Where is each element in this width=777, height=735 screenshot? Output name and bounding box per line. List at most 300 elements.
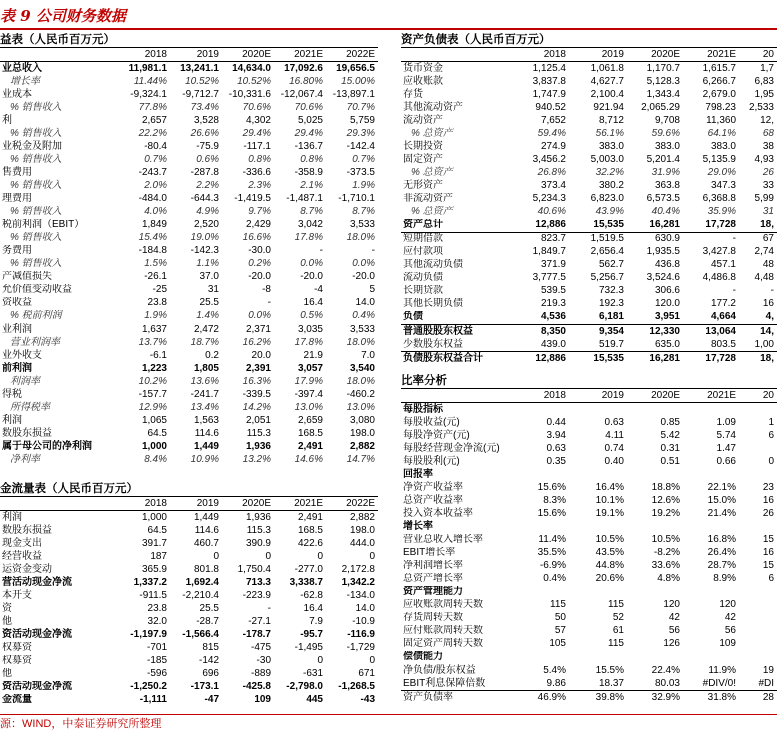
value-cell: 635.0: [654, 338, 680, 350]
value-cell: 5,201.4: [646, 153, 680, 165]
value-cell: 16.6%: [242, 232, 271, 244]
table-row: [0, 524, 378, 537]
value-cell: 0.51: [660, 455, 680, 467]
value-cell: 16: [762, 547, 774, 559]
table-row: [0, 271, 378, 284]
value-cell: 109: [254, 694, 271, 706]
value-cell: 5: [369, 284, 375, 296]
table-row: [401, 664, 777, 677]
table-row: [0, 537, 378, 550]
value-cell: -157.7: [138, 388, 167, 400]
value-cell: 13.4%: [190, 401, 219, 413]
title-divider: [0, 28, 777, 30]
value-cell: 1,936: [245, 511, 271, 523]
value-cell: 4,: [739, 311, 777, 325]
table-row: [0, 349, 378, 362]
year-header: 2018: [513, 48, 569, 62]
table-row: [0, 206, 378, 219]
balance-sheet-heading: 资产负债表（人民币百万元）: [401, 33, 777, 48]
value-cell: 33: [762, 179, 774, 191]
value-cell: 25.5: [199, 297, 219, 309]
income-statement-table: [0, 48, 378, 467]
table-row: [401, 520, 777, 533]
value-cell: 4,536: [513, 311, 569, 325]
value-cell: 64.1%: [707, 127, 736, 139]
value-cell: 1,000: [141, 440, 167, 452]
value-cell: [683, 651, 739, 664]
value-cell: 18.0%: [346, 375, 375, 387]
value-cell: -8: [262, 284, 271, 296]
year-header: 2018: [118, 48, 170, 62]
table-row: [401, 573, 777, 586]
value-cell: 3.94: [546, 429, 566, 441]
value-cell: 2,656.4: [590, 246, 624, 258]
year-header: 2019: [170, 497, 222, 511]
row-label: 营业总收入增长率: [403, 534, 483, 546]
value-cell: -: [732, 285, 736, 297]
table-row: [0, 681, 378, 694]
value-cell: 32.2%: [595, 166, 624, 178]
value-cell: 17,092.6: [284, 62, 323, 74]
value-cell: -178.7: [242, 628, 271, 640]
value-cell: 192.3: [598, 298, 624, 310]
source-note: 源：WIND，中泰证券研究所整理: [0, 714, 777, 733]
table-row: [0, 694, 378, 707]
value-cell: 2,533: [748, 101, 774, 113]
table-row: [0, 388, 378, 401]
value-cell: 120: [719, 599, 736, 611]
row-label: 少数股东权益: [403, 338, 463, 350]
value-cell: 219.3: [540, 298, 566, 310]
value-cell: 59.4%: [537, 127, 566, 139]
row-label: 数股东损益: [2, 427, 52, 439]
value-cell: 16.4: [303, 602, 323, 614]
value-cell: 1.9%: [352, 179, 375, 191]
value-cell: -241.7: [190, 388, 219, 400]
value-cell: -: [770, 285, 774, 297]
value-cell: 0.7%: [144, 153, 167, 165]
value-cell: 12,330: [649, 325, 680, 337]
table-row: [401, 324, 777, 338]
table-row: [401, 416, 777, 429]
value-cell: 59.6%: [651, 127, 680, 139]
table-row: [401, 560, 777, 573]
row-label: 其他流动负债: [403, 259, 463, 271]
value-cell: 14,: [760, 325, 774, 337]
row-label: 其他流动资产: [403, 101, 463, 113]
row-label: 利: [2, 114, 12, 126]
value-cell: -1,487.1: [286, 193, 323, 205]
value-cell: 120.0: [654, 298, 680, 310]
value-cell: 10.2%: [138, 375, 167, 387]
value-cell: 2.0%: [144, 179, 167, 191]
value-cell: 80.03: [654, 677, 680, 689]
value-cell: 14.6%: [294, 453, 323, 465]
value-cell: -6.1: [149, 349, 167, 361]
value-cell: 44.8%: [595, 560, 624, 572]
value-cell: 5,025: [297, 114, 323, 126]
value-cell: 3,533: [349, 219, 375, 231]
row-label: 应付账款周转天数: [403, 625, 483, 637]
value-cell: 28.7%: [707, 560, 736, 572]
row-label: 长期投资: [403, 140, 443, 152]
ratio-analysis-panel: [401, 374, 777, 704]
value-cell: 3,528: [193, 114, 219, 126]
value-cell: 519.7: [598, 338, 624, 350]
value-cell: 70.7%: [346, 101, 375, 113]
value-cell: 43.9%: [595, 206, 624, 218]
cash-flow-panel: [0, 482, 378, 707]
value-cell: -9,712.7: [182, 88, 219, 100]
value-cell: 14,634.0: [232, 62, 271, 74]
value-cell: 14.0: [355, 297, 375, 309]
value-cell: 3,951: [627, 311, 683, 325]
year-header: 2019: [569, 389, 627, 403]
value-cell: 22.1%: [707, 481, 736, 493]
value-cell: 56.1%: [595, 127, 624, 139]
value-cell: -373.5: [346, 166, 375, 178]
value-cell: 2,172.8: [341, 563, 375, 575]
value-cell: -13,897.1: [332, 88, 375, 100]
table-row: [0, 628, 378, 641]
table-row: [0, 179, 378, 192]
value-cell: 16,281: [627, 219, 683, 233]
header-label-cell: [401, 48, 513, 62]
value-cell: -277.0: [294, 563, 323, 575]
value-cell: 18.7%: [190, 336, 219, 348]
row-label: 每股股利(元): [403, 455, 460, 467]
value-cell: 13.6%: [190, 375, 219, 387]
value-cell: 1,849: [141, 219, 167, 231]
table-row: [0, 576, 378, 589]
value-cell: 5,135.9: [702, 153, 736, 165]
table-row: [401, 338, 777, 352]
value-cell: 22.2%: [138, 127, 167, 139]
table-row: [0, 75, 378, 88]
year-header: 2020E: [627, 48, 683, 62]
value-cell: 29.4%: [242, 127, 271, 139]
value-cell: 2,882: [349, 440, 375, 452]
value-cell: 12,886: [513, 219, 569, 233]
value-cell: 306.6: [654, 285, 680, 297]
value-cell: 1,342.2: [341, 576, 375, 588]
row-label: EBIT利息保障倍数: [403, 677, 486, 689]
value-cell: 0: [369, 655, 375, 667]
cash-flow-table: [0, 497, 378, 707]
value-cell: 383.0: [598, 140, 624, 152]
value-cell: 1,7: [760, 62, 774, 74]
value-cell: 2,391: [245, 362, 271, 374]
value-cell: 1,935.5: [646, 246, 680, 258]
value-cell: 48: [762, 259, 774, 271]
value-cell: 2.3%: [248, 179, 271, 191]
row-label: 其他长期负债: [403, 298, 463, 310]
value-cell: 168.5: [297, 524, 323, 536]
value-cell: -173.1: [190, 681, 219, 693]
value-cell: -2,210.4: [182, 589, 219, 601]
table-row: [401, 62, 777, 76]
value-cell: 4,93: [754, 153, 774, 165]
value-cell: -117.1: [243, 140, 271, 152]
value-cell: 6,266.7: [702, 75, 736, 87]
value-cell: 2,429: [245, 219, 271, 231]
value-cell: 26.4%: [707, 547, 736, 559]
value-cell: 6,368.8: [702, 193, 736, 205]
row-label: 利润: [2, 511, 22, 523]
table-header-row: [0, 48, 378, 62]
value-cell: 19.2%: [651, 507, 680, 519]
value-cell: 1.9%: [144, 310, 167, 322]
value-cell: 18,: [739, 219, 777, 233]
value-cell: 21.9: [303, 349, 323, 361]
value-cell: 390.9: [245, 537, 271, 549]
row-label: 业总收入: [2, 62, 42, 74]
income-statement-panel: [0, 33, 378, 467]
table-row: [401, 494, 777, 507]
value-cell: -8.2%: [653, 547, 680, 559]
value-cell: -358.9: [294, 166, 323, 178]
value-cell: 115: [608, 599, 624, 611]
table-row: [0, 193, 378, 206]
row-label: 资产负债率: [401, 691, 513, 705]
table-row: [0, 101, 378, 114]
row-label: 净利润增长率: [403, 560, 463, 572]
row-label: 业税金及附加: [2, 140, 62, 152]
balance-sheet-table: [401, 48, 777, 365]
value-cell: 37.0: [199, 271, 219, 283]
value-cell: 29.0%: [707, 166, 736, 178]
table-row: [0, 336, 378, 349]
value-cell: 68: [762, 127, 774, 139]
value-cell: 0: [265, 550, 271, 562]
value-cell: 115.3: [246, 524, 271, 536]
row-label: 普通股股东权益: [403, 325, 473, 337]
row-label: 经营收益: [2, 550, 42, 562]
table-row: [0, 166, 378, 179]
value-cell: [739, 651, 777, 664]
table-row: [401, 612, 777, 625]
value-cell: -1,710.1: [338, 193, 375, 205]
value-cell: -62.8: [300, 589, 323, 601]
value-cell: -134.0: [346, 589, 375, 601]
header-label-cell: [0, 497, 118, 511]
value-cell: 439.0: [540, 338, 566, 350]
value-cell: [627, 468, 683, 481]
value-cell: 2,051: [245, 414, 271, 426]
table-row: [401, 429, 777, 442]
value-cell: 9.86: [546, 677, 566, 689]
row-label: 金流量: [2, 694, 32, 706]
value-cell: 3,042: [297, 219, 323, 231]
row-label: 所得税率: [10, 401, 50, 413]
value-cell: 1,637: [141, 323, 167, 335]
value-cell: 0.35: [546, 455, 566, 467]
value-cell: 6: [768, 573, 774, 585]
value-cell: -223.9: [242, 589, 271, 601]
value-cell: -80.4: [144, 140, 167, 152]
value-cell: 3,338.7: [289, 576, 323, 588]
value-cell: 18.37: [598, 677, 624, 689]
table-row: [401, 403, 777, 417]
value-cell: 3,080: [349, 414, 375, 426]
table-row: [401, 219, 777, 233]
value-cell: -47: [204, 694, 219, 706]
table-row: [0, 127, 378, 140]
value-cell: 3,533: [349, 323, 375, 335]
row-label: 他: [2, 615, 12, 627]
value-cell: 52: [612, 612, 624, 624]
year-header: 2018: [118, 497, 170, 511]
value-cell: 14.2%: [242, 401, 271, 413]
value-cell: 0.2%: [248, 258, 271, 270]
value-cell: -1,197.9: [130, 628, 167, 640]
row-label: 净利率: [10, 453, 40, 465]
ratio-analysis-heading: 比率分析: [401, 374, 777, 389]
year-header: 2019: [569, 48, 627, 62]
value-cell: 2,882: [349, 511, 375, 523]
value-cell: -: [267, 602, 271, 614]
table-row: [401, 352, 777, 366]
value-cell: 0.8%: [300, 153, 323, 165]
cash-flow-heading: 金流量表（人民币百万元）: [0, 482, 378, 497]
table-row: [0, 88, 378, 101]
value-cell: -911.5: [139, 589, 167, 601]
table-row: [401, 625, 777, 638]
value-cell: 1,615.7: [702, 62, 736, 74]
value-cell: 61: [612, 625, 624, 637]
value-cell: 2,371: [245, 323, 271, 335]
value-cell: 13.0%: [346, 401, 375, 413]
value-cell: 15: [762, 560, 774, 572]
value-cell: 8.7%: [300, 206, 323, 218]
value-cell: 1,125.4: [532, 62, 566, 74]
value-cell: 4,302: [245, 114, 271, 126]
row-label: % 总资产: [411, 166, 453, 178]
table-row: [401, 691, 777, 705]
value-cell: [683, 586, 739, 599]
table-row: [0, 323, 378, 336]
value-cell: 2,657: [141, 114, 167, 126]
value-cell: 28: [739, 691, 777, 705]
value-cell: -243.7: [138, 166, 167, 178]
value-cell: 3,057: [297, 362, 323, 374]
row-label: 理费用: [2, 193, 32, 205]
table-row: [401, 272, 777, 285]
value-cell: 12,886: [513, 352, 569, 366]
value-cell: -484.0: [138, 193, 167, 205]
value-cell: 0.0%: [248, 310, 271, 322]
row-label: 本开支: [2, 589, 32, 601]
row-label: 长期贷款: [403, 285, 443, 297]
value-cell: 13,241.1: [180, 62, 219, 74]
row-label: 属于母公司的净利润: [2, 440, 92, 452]
value-cell: 8,712: [598, 114, 624, 126]
value-cell: [739, 625, 777, 638]
ratio-analysis-table: [401, 389, 777, 704]
value-cell: 1,849.7: [532, 246, 566, 258]
table-row: [0, 140, 378, 153]
row-label: 无形资产: [403, 179, 443, 191]
table-row: [0, 440, 378, 453]
value-cell: -12,067.4: [280, 88, 323, 100]
table-row: [0, 602, 378, 615]
value-cell: 31: [762, 206, 774, 218]
value-cell: 26: [762, 507, 774, 519]
value-cell: -116.9: [347, 628, 375, 640]
row-label: 营业利润率: [10, 336, 60, 348]
value-cell: 25.5: [199, 602, 219, 614]
value-cell: 10.5%: [595, 534, 624, 546]
value-cell: -397.4: [294, 388, 323, 400]
value-cell: 31.9%: [651, 166, 680, 178]
table-row: [0, 362, 378, 375]
value-cell: 4.11: [605, 429, 624, 441]
value-cell: 8.9%: [713, 573, 736, 585]
row-label: 增长率: [403, 520, 433, 532]
value-cell: 7,652: [540, 114, 566, 126]
table-row: [0, 655, 378, 668]
value-cell: 56: [724, 625, 736, 637]
value-cell: -142.3: [190, 245, 219, 257]
value-cell: -1,111: [139, 694, 167, 706]
value-cell: 6,823.0: [590, 193, 624, 205]
year-header: 2020E: [222, 48, 274, 62]
row-label: % 销售收入: [10, 127, 62, 139]
value-cell: 0.63: [546, 442, 566, 454]
value-cell: 17.8%: [294, 232, 323, 244]
value-cell: 2,472: [193, 323, 219, 335]
value-cell: 64.5: [147, 524, 167, 536]
table-row: [401, 534, 777, 547]
year-header: 2022E: [326, 48, 378, 62]
value-cell: [739, 403, 777, 417]
value-cell: 801.8: [193, 563, 219, 575]
value-cell: 32.9%: [627, 691, 683, 705]
value-cell: 422.6: [297, 537, 323, 549]
value-cell: -: [319, 245, 323, 257]
table-row: [401, 88, 777, 101]
balance-sheet-panel: [401, 33, 777, 365]
value-cell: 15,535: [569, 352, 627, 366]
row-label: 现金支出: [2, 537, 42, 549]
value-cell: -: [267, 297, 271, 309]
value-cell: 3,456.2: [532, 153, 566, 165]
value-cell: 31: [207, 284, 219, 296]
row-label: 数股东损益: [2, 524, 52, 536]
row-label: EBIT增长率: [403, 547, 456, 559]
year-header: 2022E: [326, 497, 378, 511]
value-cell: 19.1%: [595, 507, 624, 519]
row-label: 增长率: [10, 75, 40, 87]
value-cell: 19.0%: [190, 232, 219, 244]
value-cell: -339.5: [242, 388, 271, 400]
value-cell: 803.5: [710, 338, 736, 350]
value-cell: 5.74: [716, 429, 736, 441]
table-row: [401, 586, 777, 599]
table-row: [0, 297, 378, 310]
table-row: [0, 589, 378, 602]
table-row: [401, 166, 777, 179]
value-cell: 10.5%: [651, 534, 680, 546]
value-cell: 457.1: [710, 259, 736, 271]
value-cell: -95.7: [300, 628, 323, 640]
value-cell: 16.4: [303, 297, 323, 309]
row-label: 资: [2, 602, 12, 614]
value-cell: 1.47: [716, 442, 736, 454]
row-label: 业成本: [2, 88, 32, 100]
value-cell: 0.63: [604, 416, 624, 428]
value-cell: 13,064: [705, 325, 736, 337]
